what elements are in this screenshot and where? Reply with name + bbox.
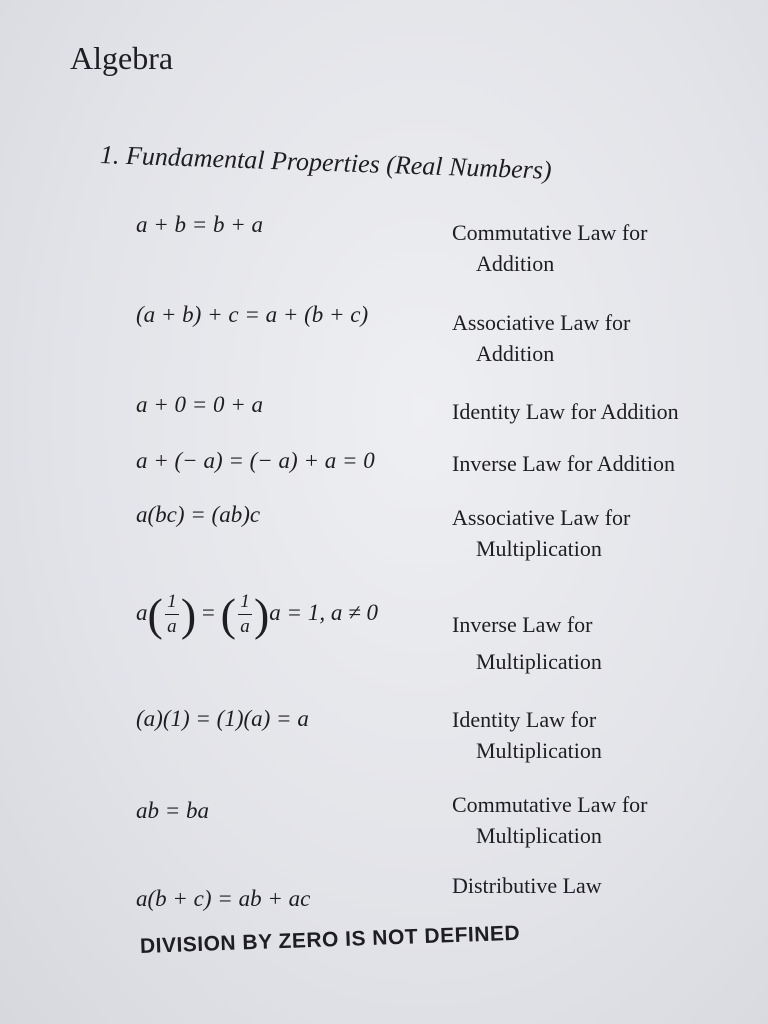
page-heading: Algebra bbox=[70, 40, 174, 76]
fraction bbox=[165, 592, 179, 637]
law-name-line2: Multiplication bbox=[476, 536, 602, 561]
formula: a(b + c) = ab + ac bbox=[136, 886, 311, 911]
law-name-line1: Associative Law for bbox=[452, 505, 631, 530]
right-paren: ) bbox=[180, 589, 197, 640]
law-name-line1: Commutative Law for bbox=[452, 792, 648, 817]
law-name bbox=[452, 704, 602, 766]
law-name bbox=[452, 396, 679, 427]
formula: ab = ba bbox=[136, 798, 210, 823]
formula: a + b = b + a bbox=[136, 212, 264, 237]
fraction-numerator: 1 bbox=[167, 591, 177, 612]
left-paren: ( bbox=[220, 589, 236, 640]
law-name-line1: Identity Law for Addition bbox=[452, 399, 679, 424]
formula: a + 0 = 0 + a bbox=[136, 392, 264, 417]
fraction-bar bbox=[238, 614, 252, 615]
fraction-denominator: a bbox=[240, 616, 250, 637]
law-name-line1: Associative Law for bbox=[452, 310, 631, 335]
formula: a(bc) = (ab)c bbox=[136, 502, 261, 527]
law-name bbox=[452, 448, 675, 479]
formula: a + (− a) = (− a) + a = 0 bbox=[136, 448, 375, 473]
division-by-zero-notice: DIVISION BY ZERO IS NOT DEFINED bbox=[139, 921, 521, 958]
section-title: 1. Fundamental Properties (Real Numbers) bbox=[99, 140, 553, 185]
law-name-line1: Commutative Law for bbox=[452, 220, 648, 245]
law-name bbox=[452, 217, 648, 279]
formula: (a + b) + c = a + (b + c) bbox=[136, 302, 369, 327]
right-paren: ) bbox=[253, 589, 270, 640]
formula-tail: a = 1, a ≠ 0 bbox=[269, 599, 378, 625]
equals-sign: = bbox=[201, 599, 215, 625]
law-name-line2: Multiplication bbox=[476, 738, 602, 763]
law-name-line1: Identity Law for bbox=[452, 707, 597, 732]
law-name-line1: Inverse Law for Addition bbox=[452, 451, 675, 476]
formula-term: a bbox=[136, 599, 148, 625]
fraction-denominator: a bbox=[167, 616, 177, 637]
fraction-numerator: 1 bbox=[240, 591, 250, 612]
law-name-line1: Distributive Law bbox=[452, 873, 602, 898]
law-name bbox=[452, 870, 602, 901]
law-name-line1: Inverse Law for bbox=[452, 612, 593, 637]
fraction-bar bbox=[165, 614, 179, 615]
law-name-line2: Addition bbox=[476, 341, 555, 366]
law-name-line2: Multiplication bbox=[476, 823, 602, 848]
law-name bbox=[452, 789, 648, 851]
law-name bbox=[452, 307, 630, 369]
fraction bbox=[238, 592, 252, 637]
law-name-line2: Addition bbox=[476, 251, 555, 276]
formula-inverse-multiplication bbox=[136, 588, 378, 641]
formula: (a)(1) = (1)(a) = a bbox=[136, 706, 309, 731]
law-name bbox=[452, 502, 630, 564]
law-name-line2: Multiplication bbox=[476, 649, 602, 674]
law-name bbox=[452, 609, 602, 677]
left-paren: ( bbox=[147, 589, 163, 640]
